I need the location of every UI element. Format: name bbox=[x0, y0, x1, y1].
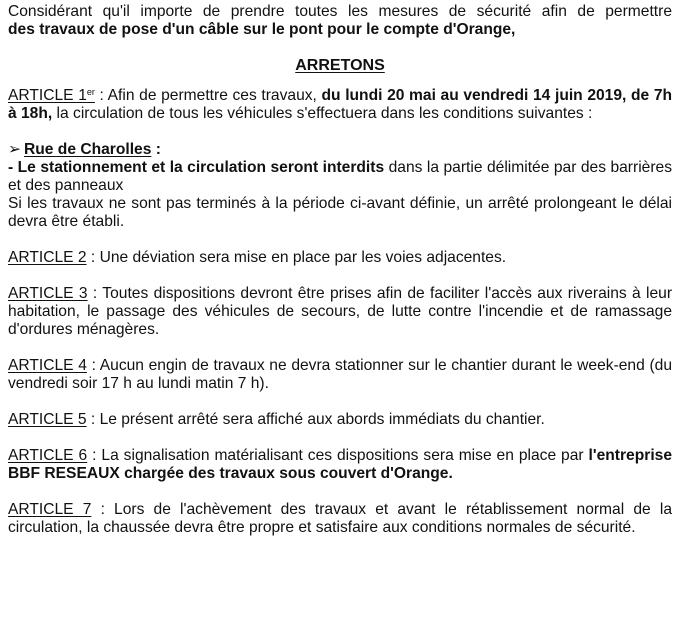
intro-text: Considérant qu'il importe de prendre toutes les mesures de sécurité afin de permettre bbox=[8, 3, 672, 20]
article-2-label: ARTICLE 2 bbox=[8, 249, 87, 266]
spacer bbox=[8, 231, 672, 249]
article-3 bbox=[8, 285, 672, 339]
measures-text: dans la partie délimitée par des barrières et des panneaux bbox=[8, 159, 672, 194]
article-2 bbox=[8, 249, 672, 267]
article-1-dates: du lundi 20 mai au vendredi 14 juin 2019, de 7h à 18h, bbox=[8, 87, 673, 122]
article-5 bbox=[8, 411, 672, 429]
extension-text: Si les travaux ne sont pas terminés à la période ci-avant définie, un arrêté prolongeant le délai devra être établi. bbox=[8, 195, 672, 230]
measures-bold: - Le stationnement et la circulation seront interdits bbox=[8, 159, 385, 176]
article-1-colon: : bbox=[94, 87, 108, 104]
heading-block bbox=[8, 57, 672, 75]
article-7-label: ARTICLE 7 bbox=[8, 501, 92, 518]
article-4-text: : Aucun engin de travaux ne devra stationner sur le chantier durant le week-end (du vendredi soir 17 h au lundi matin 7 h). bbox=[8, 357, 672, 392]
spacer bbox=[8, 483, 672, 501]
extension-paragraph bbox=[8, 195, 672, 231]
article-6-label: ARTICLE 6 bbox=[8, 447, 88, 464]
spacer bbox=[8, 429, 672, 447]
street-heading bbox=[8, 141, 672, 159]
intro-line-2 bbox=[8, 21, 672, 39]
article-3-label: ARTICLE 3 bbox=[8, 285, 88, 302]
measures-paragraph bbox=[8, 159, 672, 195]
article-1-sup: er bbox=[86, 87, 95, 97]
article-4 bbox=[8, 357, 672, 393]
street-colon: : bbox=[151, 141, 161, 158]
heading-arretons: ARRETONS bbox=[295, 57, 385, 74]
article-6-company: l'entreprise BBF RESEAUX chargée des travaux sous couvert d'Orange. bbox=[8, 447, 672, 482]
spacer bbox=[8, 339, 672, 357]
article-5-label: ARTICLE 5 bbox=[8, 411, 87, 428]
article-1 bbox=[8, 87, 672, 123]
article-1-text-b: la circulation de tous les véhicules s'effectuera dans les conditions suivantes : bbox=[52, 105, 593, 122]
spacer bbox=[8, 123, 672, 141]
street-name: Rue de Charolles bbox=[24, 141, 152, 158]
article-7-text: : Lors de l'achèvement des travaux et avant le rétablissement normal de la circulation, la chaussée devra être propre et satisfaire aux conditions normales de sécurité. bbox=[8, 501, 672, 536]
article-4-label: ARTICLE 4 bbox=[8, 357, 87, 374]
article-6 bbox=[8, 447, 672, 483]
spacer bbox=[8, 393, 672, 411]
article-7 bbox=[8, 501, 672, 537]
decree-page bbox=[8, 3, 672, 537]
article-1-label-text: ARTICLE 1 bbox=[8, 87, 87, 104]
spacer bbox=[8, 267, 672, 285]
article-1-label bbox=[8, 87, 95, 104]
article-5-text: : Le présent arrêté sera affiché aux abords immédiats du chantier. bbox=[86, 411, 545, 428]
arrow-bullet-icon: ➢ bbox=[8, 141, 22, 158]
article-3-text: : Toutes dispositions devront être prises afin de faciliter l'accès aux riverains à leur habitation, le passage des véhicules de secours, de lutte contre l'incendie et de ramassage d'ordures ménagères. bbox=[8, 285, 673, 338]
article-6-text: : La signalisation matérialisant ces dispositions sera mise en place par bbox=[87, 447, 589, 464]
article-1-text-a: Afin de permettre ces travaux, bbox=[107, 87, 322, 104]
intro-line-1 bbox=[8, 3, 672, 21]
intro-bold-text: des travaux de pose d'un câble sur le pont pour le compte d'Orange, bbox=[8, 21, 516, 38]
article-2-text: : Une déviation sera mise en place par les voies adjacentes. bbox=[86, 249, 507, 266]
